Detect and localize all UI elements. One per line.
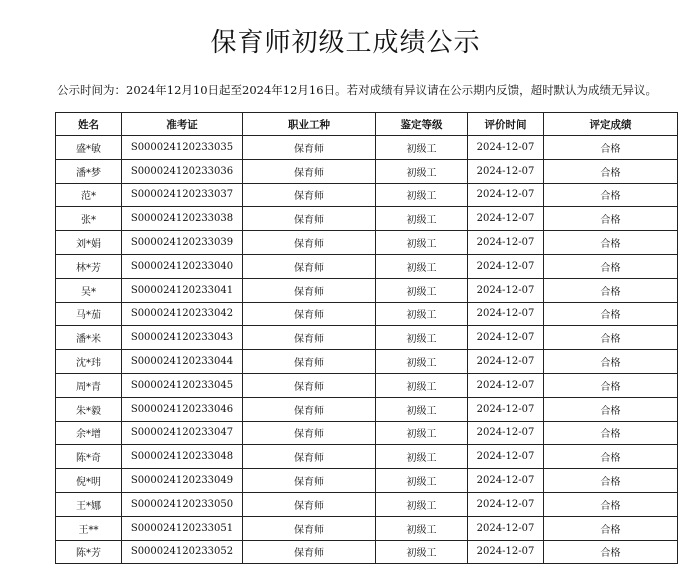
cell-result: 合格 [544,469,678,493]
table-row [56,350,678,374]
cell-level: 初级工 [376,540,468,564]
table-header-row [56,113,678,136]
table-row [56,159,678,183]
cell-level: 初级工 [376,231,468,255]
table-row [56,540,678,564]
cell-exam-id: S000024120233035 [122,136,243,160]
header-eval-date: 评价时间 [468,113,544,136]
cell-name: 马*茄 [56,302,122,326]
header-level: 鉴定等级 [376,113,468,136]
cell-name: 倪*明 [56,469,122,493]
cell-name: 余*增 [56,421,122,445]
cell-eval-date: 2024-12-07 [468,350,544,374]
cell-occupation: 保育师 [243,326,376,350]
cell-level: 初级工 [376,492,468,516]
cell-eval-date: 2024-12-07 [468,231,544,255]
cell-result: 合格 [544,231,678,255]
table-row [56,278,678,302]
cell-occupation: 保育师 [243,540,376,564]
cell-name: 朱*毅 [56,397,122,421]
cell-exam-id: S000024120233044 [122,350,243,374]
cell-name: 沈*玮 [56,350,122,374]
cell-eval-date: 2024-12-07 [468,540,544,564]
cell-result: 合格 [544,136,678,160]
table-row [56,373,678,397]
cell-level: 初级工 [376,516,468,540]
cell-level: 初级工 [376,302,468,326]
cell-level: 初级工 [376,445,468,469]
cell-level: 初级工 [376,397,468,421]
cell-exam-id: S000024120233036 [122,159,243,183]
cell-exam-id: S000024120233051 [122,516,243,540]
cell-result: 合格 [544,492,678,516]
cell-eval-date: 2024-12-07 [468,254,544,278]
cell-result: 合格 [544,516,678,540]
cell-occupation: 保育师 [243,445,376,469]
table-row [56,469,678,493]
cell-eval-date: 2024-12-07 [468,421,544,445]
cell-result: 合格 [544,421,678,445]
cell-result: 合格 [544,373,678,397]
cell-result: 合格 [544,397,678,421]
results-table [55,112,678,564]
table-row [56,516,678,540]
cell-result: 合格 [544,445,678,469]
cell-eval-date: 2024-12-07 [468,469,544,493]
cell-exam-id: S000024120233045 [122,373,243,397]
cell-eval-date: 2024-12-07 [468,278,544,302]
cell-name: 王*娜 [56,492,122,516]
cell-result: 合格 [544,302,678,326]
cell-eval-date: 2024-12-07 [468,302,544,326]
cell-exam-id: S000024120233037 [122,183,243,207]
header-occupation: 职业工种 [243,113,376,136]
cell-occupation: 保育师 [243,350,376,374]
cell-name: 周*青 [56,373,122,397]
cell-level: 初级工 [376,350,468,374]
cell-eval-date: 2024-12-07 [468,516,544,540]
cell-eval-date: 2024-12-07 [468,159,544,183]
table-body [56,136,678,564]
cell-level: 初级工 [376,469,468,493]
cell-result: 合格 [544,540,678,564]
header-exam-id: 准考证 [122,113,243,136]
cell-name: 陈*奇 [56,445,122,469]
cell-level: 初级工 [376,278,468,302]
cell-occupation: 保育师 [243,207,376,231]
cell-occupation: 保育师 [243,302,376,326]
table-row [56,445,678,469]
cell-exam-id: S000024120233048 [122,445,243,469]
cell-level: 初级工 [376,254,468,278]
table-row [56,302,678,326]
cell-eval-date: 2024-12-07 [468,445,544,469]
cell-level: 初级工 [376,183,468,207]
cell-result: 合格 [544,183,678,207]
page-title: 保育师初级工成绩公示 [210,28,481,58]
header-name: 姓名 [56,113,122,136]
cell-occupation: 保育师 [243,159,376,183]
cell-eval-date: 2024-12-07 [468,183,544,207]
cell-exam-id: S000024120233050 [122,492,243,516]
cell-exam-id: S000024120233049 [122,469,243,493]
table-row [56,254,678,278]
cell-exam-id: S000024120233052 [122,540,243,564]
cell-name: 盛*敏 [56,136,122,160]
cell-exam-id: S000024120233043 [122,326,243,350]
table-row [56,421,678,445]
cell-exam-id: S000024120233047 [122,421,243,445]
table-row [56,397,678,421]
cell-occupation: 保育师 [243,492,376,516]
cell-occupation: 保育师 [243,397,376,421]
cell-level: 初级工 [376,207,468,231]
cell-occupation: 保育师 [243,516,376,540]
cell-eval-date: 2024-12-07 [468,492,544,516]
header-result: 评定成绩 [544,113,678,136]
cell-name: 林*芳 [56,254,122,278]
table-row [56,326,678,350]
cell-level: 初级工 [376,421,468,445]
cell-result: 合格 [544,326,678,350]
cell-occupation: 保育师 [243,373,376,397]
cell-occupation: 保育师 [243,183,376,207]
cell-occupation: 保育师 [243,278,376,302]
cell-level: 初级工 [376,136,468,160]
cell-exam-id: S000024120233046 [122,397,243,421]
cell-eval-date: 2024-12-07 [468,136,544,160]
table-row [56,183,678,207]
cell-eval-date: 2024-12-07 [468,397,544,421]
cell-name: 王** [56,516,122,540]
cell-occupation: 保育师 [243,421,376,445]
table-row [56,207,678,231]
cell-exam-id: S000024120233040 [122,254,243,278]
cell-occupation: 保育师 [243,469,376,493]
cell-name: 潘*米 [56,326,122,350]
cell-exam-id: S000024120233039 [122,231,243,255]
table-row [56,136,678,160]
cell-occupation: 保育师 [243,254,376,278]
cell-exam-id: S000024120233042 [122,302,243,326]
cell-result: 合格 [544,254,678,278]
cell-eval-date: 2024-12-07 [468,326,544,350]
cell-exam-id: S000024120233041 [122,278,243,302]
cell-level: 初级工 [376,373,468,397]
cell-name: 吴* [56,278,122,302]
cell-occupation: 保育师 [243,136,376,160]
cell-eval-date: 2024-12-07 [468,373,544,397]
table-row [56,231,678,255]
cell-result: 合格 [544,159,678,183]
cell-level: 初级工 [376,326,468,350]
cell-name: 潘*梦 [56,159,122,183]
cell-result: 合格 [544,350,678,374]
cell-result: 合格 [544,207,678,231]
cell-level: 初级工 [376,159,468,183]
cell-name: 张* [56,207,122,231]
table-row [56,492,678,516]
cell-eval-date: 2024-12-07 [468,207,544,231]
cell-name: 范* [56,183,122,207]
cell-result: 合格 [544,278,678,302]
notice-text: 公示时间为：2024年12月10日起至2024年12月16日。若对成绩有异议请在公示期内反馈，超时默认为成绩无异议。 [57,83,658,97]
cell-exam-id: S000024120233038 [122,207,243,231]
cell-occupation: 保育师 [243,231,376,255]
cell-name: 陈*芳 [56,540,122,564]
cell-name: 刘*娟 [56,231,122,255]
